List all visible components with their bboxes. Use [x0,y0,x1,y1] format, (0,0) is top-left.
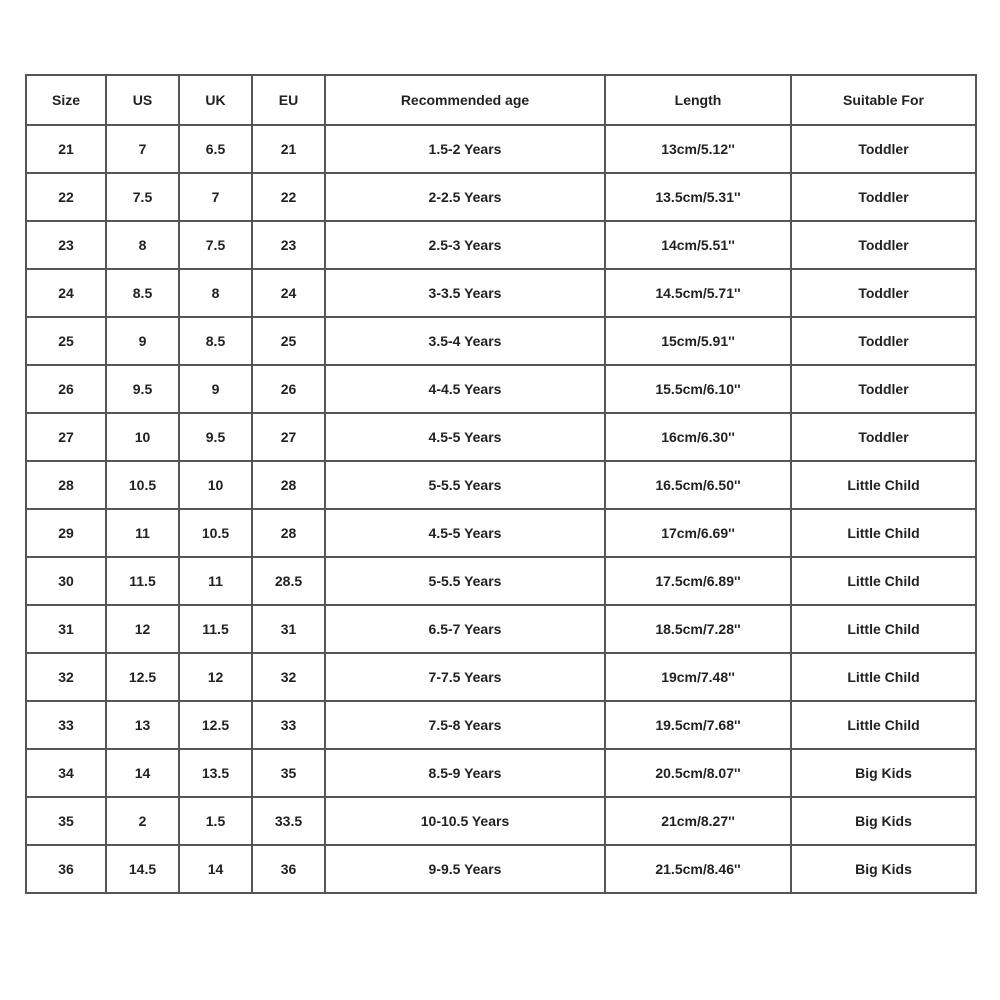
table-row [26,221,976,269]
cell-length: 20.5cm/8.07'' [605,749,791,797]
cell-uk: 14 [179,845,252,893]
cell-length: 14.5cm/5.71'' [605,269,791,317]
cell-recommended-age: 7.5-8 Years [325,701,605,749]
cell-us: 10.5 [106,461,179,509]
cell-uk: 1.5 [179,797,252,845]
header-recommended-age: Recommended age [325,75,605,125]
cell-suitable-for: Little Child [791,509,976,557]
cell-eu: 26 [252,365,325,413]
cell-suitable-for: Toddler [791,317,976,365]
cell-length: 15.5cm/6.10'' [605,365,791,413]
cell-length: 21.5cm/8.46'' [605,845,791,893]
cell-length: 13.5cm/5.31'' [605,173,791,221]
cell-suitable-for: Toddler [791,269,976,317]
cell-size: 23 [26,221,106,269]
header-size: Size [26,75,106,125]
cell-us: 12.5 [106,653,179,701]
cell-suitable-for: Little Child [791,605,976,653]
cell-us: 14.5 [106,845,179,893]
cell-length: 17cm/6.69'' [605,509,791,557]
cell-uk: 10.5 [179,509,252,557]
cell-size: 32 [26,653,106,701]
cell-size: 34 [26,749,106,797]
cell-us: 9.5 [106,365,179,413]
cell-us: 8.5 [106,269,179,317]
cell-suitable-for: Toddler [791,365,976,413]
cell-recommended-age: 10-10.5 Years [325,797,605,845]
cell-uk: 12 [179,653,252,701]
table-body [26,125,976,893]
cell-eu: 28.5 [252,557,325,605]
cell-eu: 36 [252,845,325,893]
cell-us: 11.5 [106,557,179,605]
cell-length: 21cm/8.27'' [605,797,791,845]
cell-recommended-age: 2.5-3 Years [325,221,605,269]
cell-eu: 24 [252,269,325,317]
cell-size: 22 [26,173,106,221]
cell-uk: 11 [179,557,252,605]
cell-suitable-for: Toddler [791,125,976,173]
cell-size: 29 [26,509,106,557]
cell-size: 33 [26,701,106,749]
cell-eu: 32 [252,653,325,701]
cell-uk: 8.5 [179,317,252,365]
cell-us: 8 [106,221,179,269]
cell-recommended-age: 9-9.5 Years [325,845,605,893]
cell-eu: 31 [252,605,325,653]
cell-us: 10 [106,413,179,461]
cell-suitable-for: Toddler [791,173,976,221]
cell-us: 11 [106,509,179,557]
cell-uk: 6.5 [179,125,252,173]
cell-length: 14cm/5.51'' [605,221,791,269]
table-row [26,509,976,557]
cell-recommended-age: 3.5-4 Years [325,317,605,365]
table-row [26,557,976,605]
cell-recommended-age: 4.5-5 Years [325,413,605,461]
cell-eu: 22 [252,173,325,221]
table-row [26,749,976,797]
size-chart-table [25,74,977,894]
table-row [26,173,976,221]
cell-suitable-for: Toddler [791,221,976,269]
cell-suitable-for: Little Child [791,701,976,749]
cell-length: 13cm/5.12'' [605,125,791,173]
cell-recommended-age: 7-7.5 Years [325,653,605,701]
table-row [26,269,976,317]
cell-uk: 7 [179,173,252,221]
cell-eu: 27 [252,413,325,461]
cell-size: 24 [26,269,106,317]
cell-uk: 9.5 [179,413,252,461]
cell-size: 31 [26,605,106,653]
cell-eu: 33.5 [252,797,325,845]
cell-uk: 11.5 [179,605,252,653]
cell-suitable-for: Big Kids [791,797,976,845]
cell-us: 13 [106,701,179,749]
cell-recommended-age: 1.5-2 Years [325,125,605,173]
cell-us: 2 [106,797,179,845]
cell-recommended-age: 4-4.5 Years [325,365,605,413]
cell-eu: 28 [252,461,325,509]
cell-us: 7 [106,125,179,173]
cell-length: 16.5cm/6.50'' [605,461,791,509]
cell-size: 30 [26,557,106,605]
table-row [26,797,976,845]
header-row [26,75,976,125]
cell-recommended-age: 4.5-5 Years [325,509,605,557]
cell-uk: 12.5 [179,701,252,749]
cell-eu: 33 [252,701,325,749]
cell-length: 19cm/7.48'' [605,653,791,701]
cell-recommended-age: 8.5-9 Years [325,749,605,797]
cell-uk: 7.5 [179,221,252,269]
cell-recommended-age: 3-3.5 Years [325,269,605,317]
cell-size: 21 [26,125,106,173]
cell-size: 35 [26,797,106,845]
header-length: Length [605,75,791,125]
cell-eu: 23 [252,221,325,269]
table-row [26,461,976,509]
cell-uk: 10 [179,461,252,509]
header-eu: EU [252,75,325,125]
cell-uk: 9 [179,365,252,413]
cell-us: 14 [106,749,179,797]
cell-length: 18.5cm/7.28'' [605,605,791,653]
cell-suitable-for: Toddler [791,413,976,461]
table-row [26,317,976,365]
cell-length: 19.5cm/7.68'' [605,701,791,749]
cell-eu: 25 [252,317,325,365]
table-row [26,125,976,173]
cell-uk: 8 [179,269,252,317]
cell-size: 25 [26,317,106,365]
cell-recommended-age: 5-5.5 Years [325,557,605,605]
cell-recommended-age: 6.5-7 Years [325,605,605,653]
cell-eu: 21 [252,125,325,173]
cell-length: 17.5cm/6.89'' [605,557,791,605]
cell-suitable-for: Little Child [791,461,976,509]
size-chart-container [25,74,975,894]
header-us: US [106,75,179,125]
table-row [26,845,976,893]
table-row [26,413,976,461]
cell-suitable-for: Little Child [791,653,976,701]
cell-size: 28 [26,461,106,509]
table-row [26,653,976,701]
cell-uk: 13.5 [179,749,252,797]
table-row [26,701,976,749]
cell-us: 7.5 [106,173,179,221]
cell-size: 26 [26,365,106,413]
table-row [26,365,976,413]
cell-us: 9 [106,317,179,365]
cell-suitable-for: Big Kids [791,749,976,797]
cell-recommended-age: 2-2.5 Years [325,173,605,221]
cell-suitable-for: Little Child [791,557,976,605]
cell-recommended-age: 5-5.5 Years [325,461,605,509]
cell-size: 36 [26,845,106,893]
header-suitable-for: Suitable For [791,75,976,125]
cell-us: 12 [106,605,179,653]
table-row [26,605,976,653]
cell-length: 15cm/5.91'' [605,317,791,365]
cell-eu: 35 [252,749,325,797]
cell-suitable-for: Big Kids [791,845,976,893]
header-uk: UK [179,75,252,125]
cell-eu: 28 [252,509,325,557]
cell-size: 27 [26,413,106,461]
cell-length: 16cm/6.30'' [605,413,791,461]
